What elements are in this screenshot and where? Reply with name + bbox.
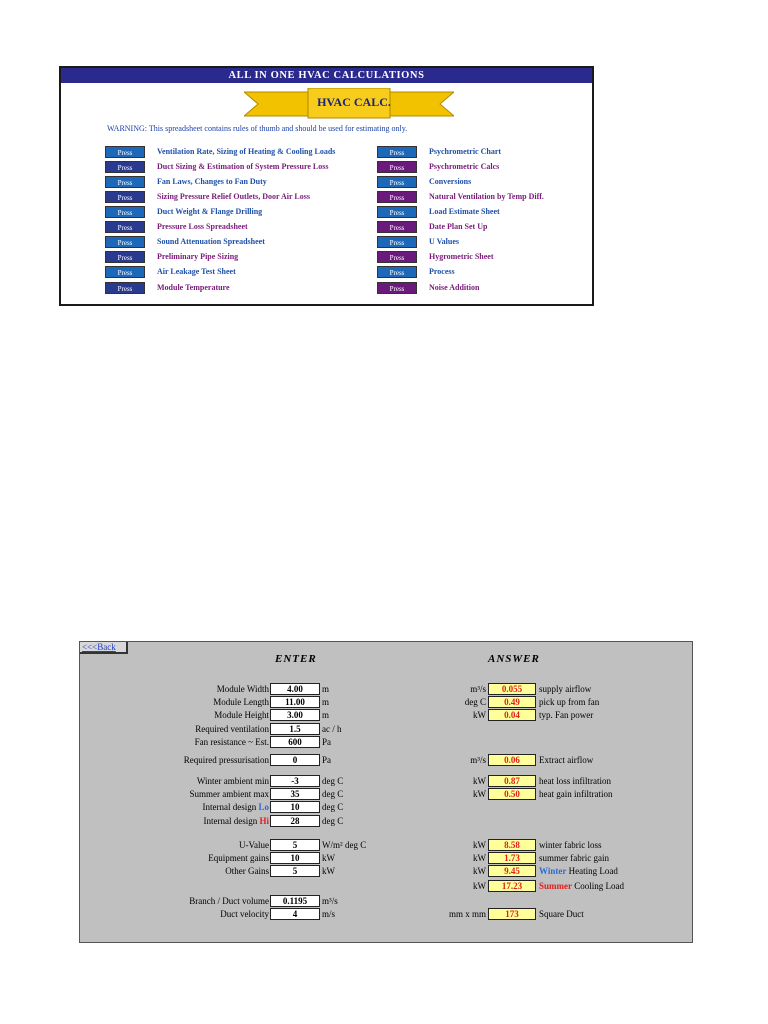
unit-label: m bbox=[322, 710, 330, 720]
square-duct-output: 173 bbox=[488, 908, 536, 920]
internal-design-hi-input[interactable]: 28 bbox=[270, 815, 320, 827]
unit-label: ac / h bbox=[322, 724, 342, 734]
duct-velocity-label: Duct velocity bbox=[220, 909, 269, 919]
internal-design-lo-label: Internal design Lo bbox=[202, 802, 269, 812]
equipment-gains-label: Equipment gains bbox=[208, 853, 269, 863]
menu-item-label[interactable]: Conversions bbox=[429, 177, 472, 186]
menu-item-label[interactable]: Hygrometric Sheet bbox=[429, 252, 494, 261]
duct-velocity-input[interactable]: 4 bbox=[270, 908, 320, 920]
press-button[interactable]: Press bbox=[377, 266, 417, 278]
extract-airflow-output: 0.06 bbox=[488, 754, 536, 766]
other-gains-input[interactable]: 5 bbox=[270, 865, 320, 877]
unit-label: W/m² deg C bbox=[322, 840, 367, 850]
press-button[interactable]: Press bbox=[105, 221, 145, 233]
unit-label: m³/s bbox=[322, 896, 338, 906]
unit-label: m bbox=[322, 697, 330, 707]
ventilation-calculator-panel bbox=[79, 641, 693, 943]
answer-description: Extract airflow bbox=[539, 755, 594, 765]
winter-ambient-label: Winter ambient min bbox=[196, 776, 269, 786]
back-link[interactable]: <<<Back bbox=[82, 642, 116, 652]
unit-label: deg C bbox=[322, 816, 344, 826]
menu-item-label[interactable]: Natural Ventilation by Temp Diff. bbox=[429, 192, 544, 201]
press-button[interactable]: Press bbox=[105, 236, 145, 248]
input-fields bbox=[270, 642, 370, 942]
supply-airflow-output: 0.055 bbox=[488, 683, 536, 695]
unit-label: kW bbox=[473, 853, 486, 863]
answer-description: Summer Cooling Load bbox=[539, 881, 624, 891]
other-gains-label: Other Gains bbox=[225, 866, 269, 876]
equipment-gains-input[interactable]: 10 bbox=[270, 852, 320, 864]
summer-ambient-label: Summer ambient max bbox=[189, 789, 269, 799]
enter-heading: ENTER bbox=[275, 653, 317, 665]
heat-loss-infiltration-output: 0.87 bbox=[488, 775, 536, 787]
unit-label: kW bbox=[473, 789, 486, 799]
press-button[interactable]: Press bbox=[105, 191, 145, 203]
u-value-label: U-Value bbox=[239, 840, 269, 850]
u-value-input[interactable]: 5 bbox=[270, 839, 320, 851]
input-labels bbox=[80, 642, 269, 942]
unit-label: deg C bbox=[322, 802, 344, 812]
module-length-label: Module Length bbox=[213, 697, 269, 707]
pickup-from-fan-output: 0.49 bbox=[488, 696, 536, 708]
menu-item-label[interactable]: Module Temperature bbox=[157, 283, 230, 292]
answer-description: summer fabric gain bbox=[539, 853, 609, 863]
unit-label: m³/s bbox=[470, 755, 486, 765]
summer-ambient-input[interactable]: 35 bbox=[270, 788, 320, 800]
menu-item-label[interactable]: Process bbox=[429, 267, 455, 276]
unit-label: kW bbox=[473, 776, 486, 786]
module-height-label: Module Height bbox=[214, 710, 269, 720]
unit-label: Pa bbox=[322, 755, 331, 765]
summer-tag: Summer bbox=[539, 881, 572, 891]
press-button[interactable]: Press bbox=[105, 146, 145, 158]
unit-label: deg C bbox=[322, 776, 344, 786]
press-button[interactable]: Press bbox=[377, 176, 417, 188]
module-width-input[interactable]: 4.00 bbox=[270, 683, 320, 695]
answer-description: typ. Fan power bbox=[539, 710, 594, 720]
answer-description: heat loss infiltration bbox=[539, 776, 611, 786]
press-button[interactable]: Press bbox=[377, 146, 417, 158]
unit-label: m/s bbox=[322, 909, 336, 919]
menu-title: ALL IN ONE HVAC CALCULATIONS bbox=[61, 68, 592, 83]
answer-heading: ANSWER bbox=[488, 653, 540, 665]
fan-resistance-input[interactable]: 600 bbox=[270, 736, 320, 748]
answer-units bbox=[390, 642, 486, 942]
internal-design-hi-label: Internal design Hi bbox=[203, 816, 269, 826]
required-pressurisation-input[interactable]: 0 bbox=[270, 754, 320, 766]
answer-description: supply airflow bbox=[539, 684, 592, 694]
fan-power-output: 0.04 bbox=[488, 709, 536, 721]
press-button[interactable]: Press bbox=[377, 221, 417, 233]
fan-resistance-label: Fan resistance ~ Est. bbox=[194, 737, 269, 747]
hvac-menu-panel bbox=[59, 66, 594, 306]
menu-item-label[interactable]: Load Estimate Sheet bbox=[429, 207, 500, 216]
answer-description: winter fabric loss bbox=[539, 840, 602, 850]
press-button[interactable]: Press bbox=[377, 236, 417, 248]
unit-label: Pa bbox=[322, 737, 331, 747]
press-button[interactable]: Press bbox=[377, 251, 417, 263]
branch-duct-volume-input[interactable]: 0.1195 bbox=[270, 895, 320, 907]
press-button[interactable]: Press bbox=[105, 161, 145, 173]
lo-tag: Lo bbox=[258, 802, 269, 812]
answer-description: Winter Heating Load bbox=[539, 866, 618, 876]
unit-label: kW bbox=[473, 710, 486, 720]
cooling-load-output: 17.23 bbox=[488, 880, 536, 892]
unit-label: m³/s bbox=[470, 684, 486, 694]
unit-label: deg C bbox=[322, 789, 344, 799]
hi-tag: Hi bbox=[259, 816, 269, 826]
menu-item-label[interactable]: Fan Laws, Changes to Fan Duty bbox=[157, 177, 267, 186]
menu-item-label[interactable]: Air Leakage Test Sheet bbox=[157, 267, 236, 276]
menu-item-label[interactable]: Preliminary Pipe Sizing bbox=[157, 252, 239, 261]
menu-item-label[interactable]: Sizing Pressure Relief Outlets, Door Air Loss bbox=[157, 192, 310, 201]
module-height-input[interactable]: 3.00 bbox=[270, 709, 320, 721]
unit-label: kW bbox=[322, 866, 335, 876]
press-button[interactable]: Press bbox=[105, 176, 145, 188]
module-length-input[interactable]: 11.00 bbox=[270, 696, 320, 708]
answer-description: heat gain infiltration bbox=[539, 789, 613, 799]
menu-item-label[interactable]: Psychrometric Calcs bbox=[429, 162, 500, 171]
heating-load-output: 9.45 bbox=[488, 865, 536, 877]
unit-label: deg C bbox=[464, 697, 486, 707]
menu-item-label[interactable]: Duct Sizing & Estimation of System Pressure Loss bbox=[157, 162, 329, 171]
menu-item-label[interactable]: Pressure Loss Spreadsheet bbox=[157, 222, 248, 231]
summer-fabric-gain-output: 1.73 bbox=[488, 852, 536, 864]
heat-gain-infiltration-output: 0.50 bbox=[488, 788, 536, 800]
answer-description: Square Duct bbox=[539, 909, 584, 919]
menu-item-label[interactable]: Duct Weight & Flange Drilling bbox=[157, 207, 263, 216]
menu-item-label[interactable]: Date Plan Set Up bbox=[429, 222, 488, 231]
press-button[interactable]: Press bbox=[377, 161, 417, 173]
required-ventilation-label: Required ventilation bbox=[195, 724, 269, 734]
winter-fabric-loss-output: 8.58 bbox=[488, 839, 536, 851]
press-button[interactable]: Press bbox=[105, 251, 145, 263]
press-button[interactable]: Press bbox=[105, 206, 145, 218]
menu-item-label[interactable]: Ventilation Rate, Sizing of Heating & Cooling Loads bbox=[157, 147, 336, 156]
required-pressurisation-label: Required pressurisation bbox=[183, 755, 269, 765]
menu-item-label[interactable]: Noise Addition bbox=[429, 283, 480, 292]
answer-description: pick up from fan bbox=[539, 697, 600, 707]
press-button[interactable]: Press bbox=[377, 191, 417, 203]
unit-label: mm x mm bbox=[448, 909, 486, 919]
required-ventilation-input[interactable]: 1.5 bbox=[270, 723, 320, 735]
unit-label: kW bbox=[473, 881, 486, 891]
menu-item-label[interactable]: Sound Attenuation Spreadsheet bbox=[157, 237, 265, 246]
unit-label: m bbox=[322, 684, 330, 694]
press-button[interactable]: Press bbox=[377, 206, 417, 218]
internal-design-lo-input[interactable]: 10 bbox=[270, 801, 320, 813]
unit-label: kW bbox=[473, 866, 486, 876]
winter-ambient-input[interactable]: -3 bbox=[270, 775, 320, 787]
unit-label: kW bbox=[473, 840, 486, 850]
branch-duct-volume-label: Branch / Duct volume bbox=[189, 896, 269, 906]
menu-item-label[interactable]: Psychrometric Chart bbox=[429, 147, 502, 156]
press-button[interactable]: Press bbox=[377, 282, 417, 294]
press-button[interactable]: Press bbox=[105, 282, 145, 294]
press-button[interactable]: Press bbox=[105, 266, 145, 278]
banner-title: HVAC CALC. bbox=[317, 95, 391, 109]
warning-text: WARNING: This spreadsheet contains rules of thumb and should be used for estimating only. bbox=[107, 124, 408, 133]
menu-item-label[interactable]: U Values bbox=[429, 237, 460, 246]
winter-tag: Winter bbox=[539, 866, 567, 876]
answer-fields bbox=[488, 642, 688, 942]
module-width-label: Module Width bbox=[216, 684, 269, 694]
unit-label: kW bbox=[322, 853, 335, 863]
